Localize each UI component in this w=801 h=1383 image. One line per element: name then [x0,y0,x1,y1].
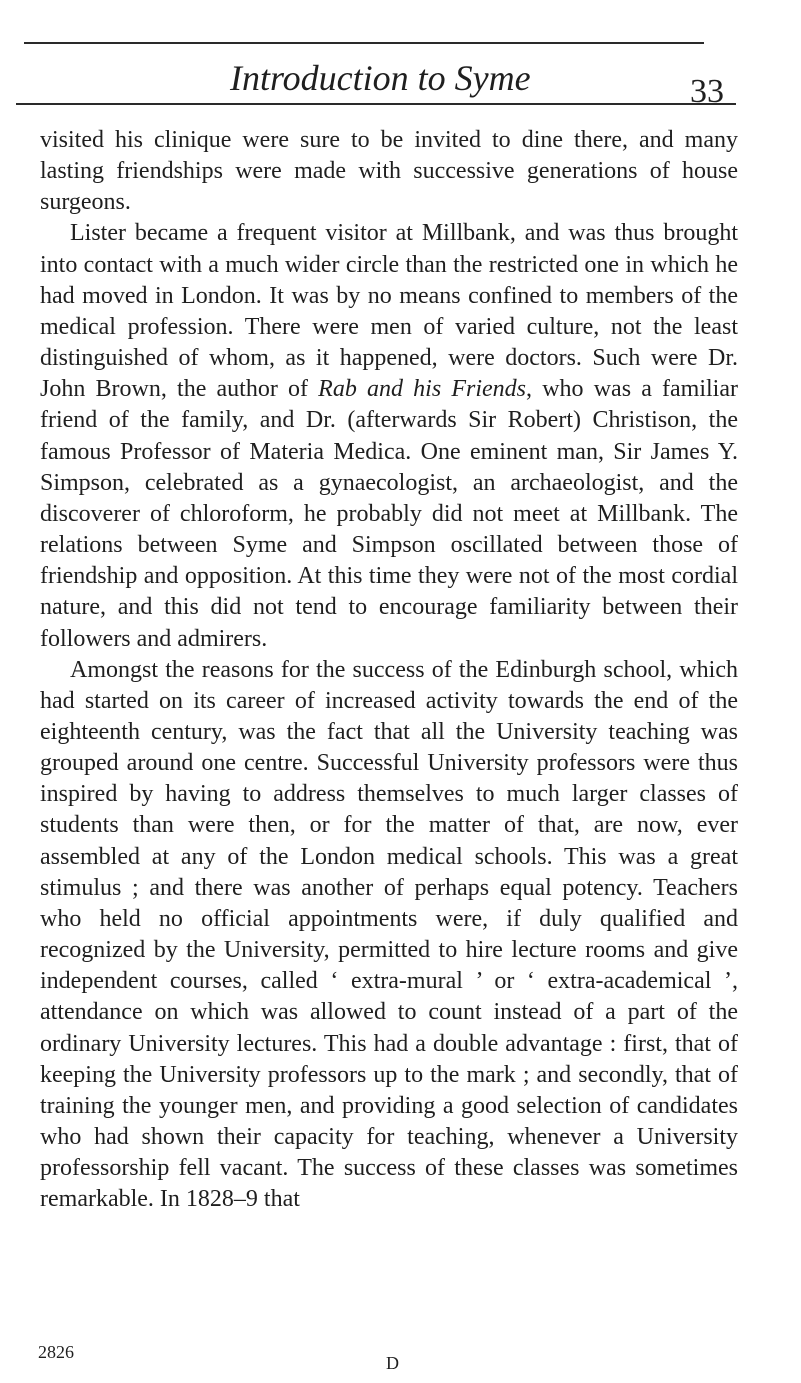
printer-number: 2826 [38,1342,74,1362]
paragraph-2-part-a: Lister became a frequent visitor at Millbank, and was thus brought into contact with a much wider circle than the restricted one in which he had moved in London. It was by no means confined to members of the medical profession. There were men of varied culture, not the least distinguished of whom, as it happened, were doctors. Such were Dr. John Brown, the author of [40,220,738,403]
body-text [40,125,738,1215]
book-title-rab: Rab and his Friends [318,376,527,403]
paragraph-2-part-b: , who was a familiar friend of the family, and Dr. (afterwards Sir Robert) Christison, the famous Professor of Materia Medica. One eminent man, Sir James Y. Simpson, celebrated as a gynaecologist, an archaeologist, and the discoverer of chloroform, he probably did not meet at Millbank. The relations between Syme and Simpson oscillated between those of friendship and opposition. At this time they were not of the most cordial nature, and this did not tend to encourage familiarity between their followers and admirers. [40,376,738,652]
header-rule-bottom [16,103,736,105]
page-number: 33 [690,73,724,110]
running-head: Introduction to Syme [230,58,531,98]
paragraph-2 [40,218,738,654]
header-rule-top [24,42,704,44]
signature-letter: D [386,1353,399,1373]
paragraph-3: Amongst the reasons for the success of the Edinburgh school, which had started on its career of increased activity towards the end of the eighteenth century, was the fact that all the University teaching was grouped around one centre. Successful University professors were thus inspired by having to address themselves to much larger classes of students than were then, or for the matter of that, are now, ever assembled at any of the London medical schools. This was a great stimulus ; and there was another of perhaps equal potency. Teachers who held no official appointments were, if duly qualified and recognized by the University, permitted to hire lecture rooms and give independent courses, called ‘ extra-mural ’ or ‘ extra-academical ’, attendance on which was allowed to count instead of a part of the ordinary University lectures. This had a double advantage : first, that of keeping the University professors up to the mark ; and secondly, that of training the younger men, and providing a good selection of candidates who had shown their capacity for teaching, whenever a University professorship fell vacant. The success of these classes was sometimes remarkable. In 1828–9 that [40,656,738,1213]
paragraph-1: visited his clinique were sure to be invited to dine there, and many lasting friendships were made with successive generations of house surgeons. [40,127,738,216]
